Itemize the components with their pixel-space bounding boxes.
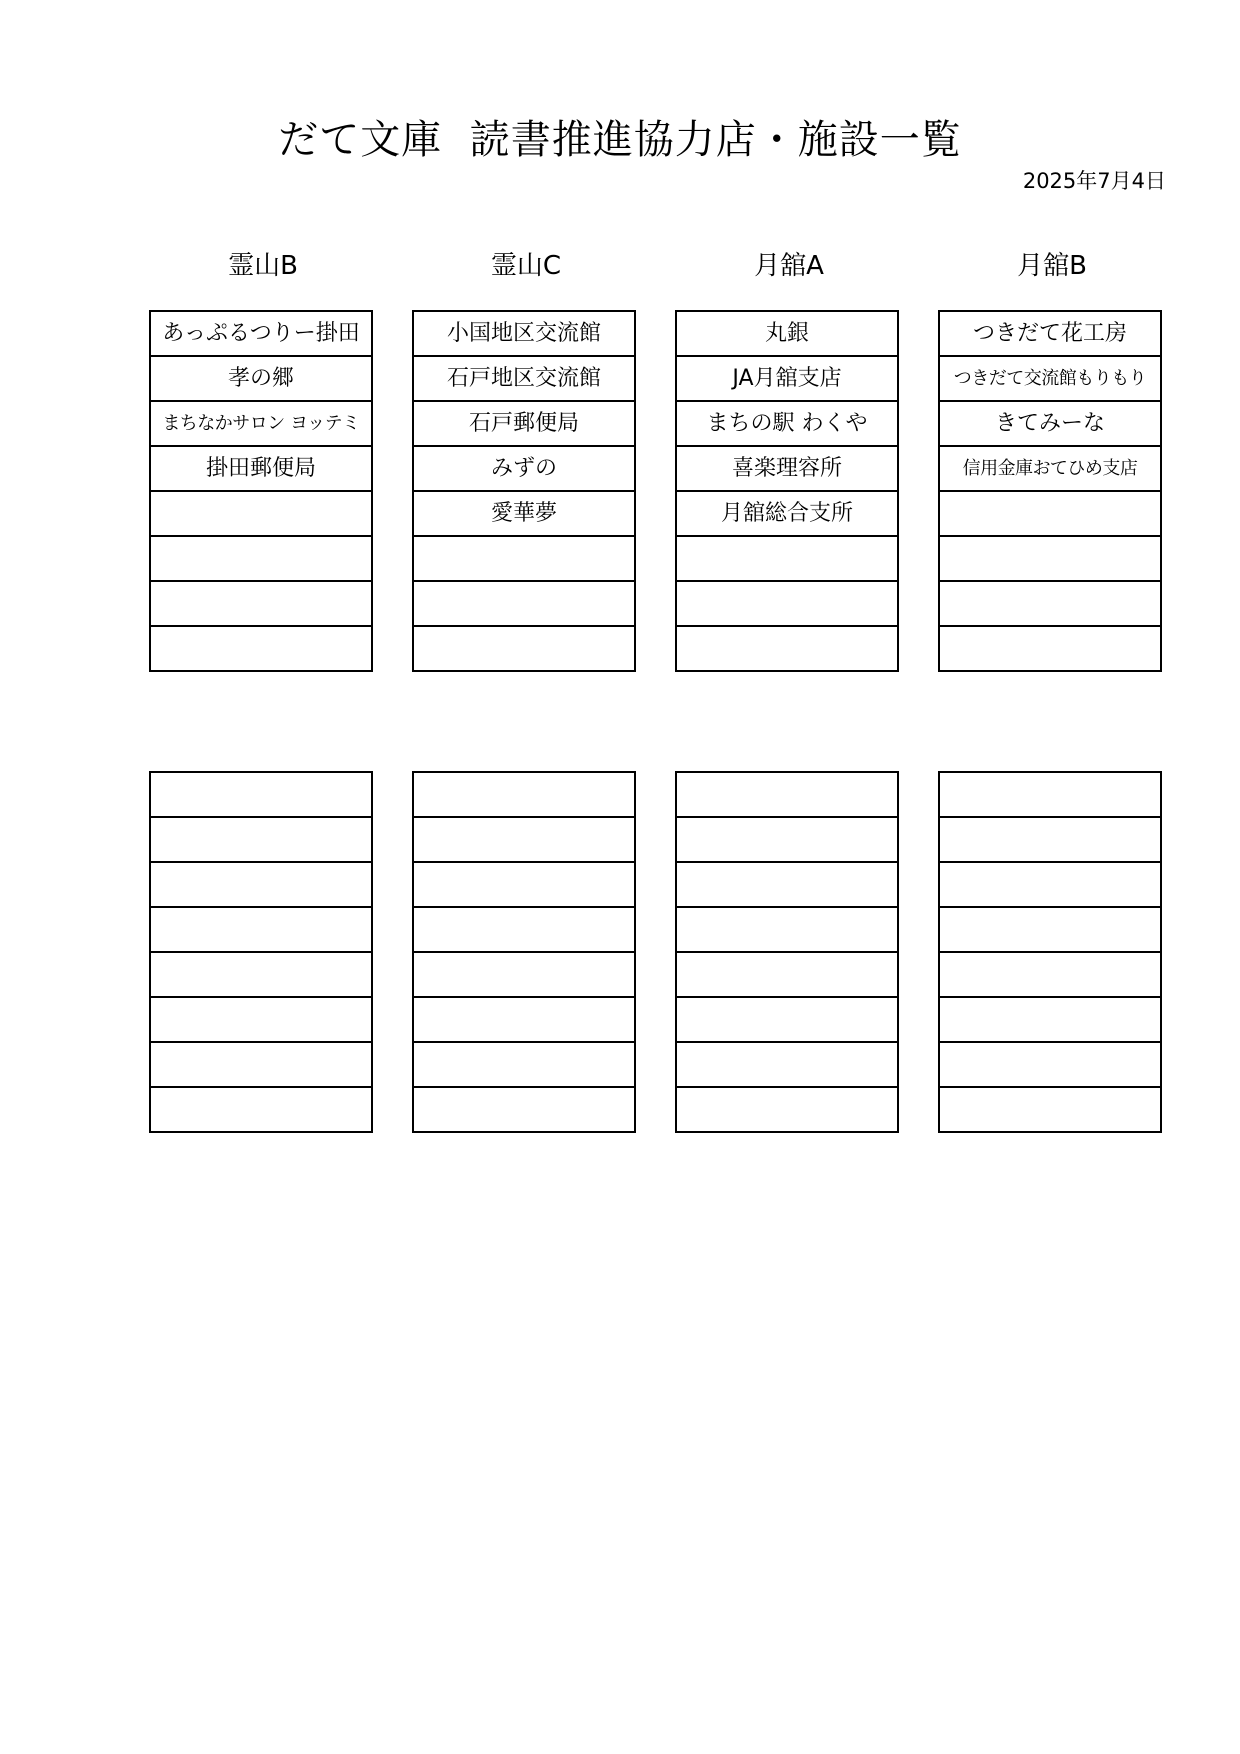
table-row <box>939 862 1161 907</box>
table-row <box>150 772 372 817</box>
table-row <box>676 491 898 536</box>
table-cell <box>150 952 372 997</box>
table-row <box>676 311 898 356</box>
table-cell: つきだて花工房 <box>939 311 1161 356</box>
table-row <box>150 952 372 997</box>
table-cell <box>939 581 1161 626</box>
upper-table-2 <box>412 310 636 672</box>
table-cell: まちの駅 わくや <box>676 401 898 446</box>
table-cell: 孝の郷 <box>150 356 372 401</box>
table-cell <box>676 907 898 952</box>
table-cell: 信用金庫おてひめ支店 <box>939 446 1161 491</box>
table-row <box>150 356 372 401</box>
table-row <box>939 401 1161 446</box>
upper-table-3 <box>675 310 899 672</box>
table-cell <box>413 1042 635 1087</box>
table-row <box>150 907 372 952</box>
table-row <box>939 446 1161 491</box>
group-header-2: 霊山C <box>490 251 562 281</box>
table-row <box>413 772 635 817</box>
table-cell <box>413 581 635 626</box>
table-row <box>413 997 635 1042</box>
table-row <box>413 401 635 446</box>
table-cell <box>150 1042 372 1087</box>
table-cell: みずの <box>413 446 635 491</box>
table-cell <box>150 536 372 581</box>
table-cell <box>939 952 1161 997</box>
table-cell: 小国地区交流館 <box>413 311 635 356</box>
table-cell: まちなかサロン ヨッテミ <box>150 401 372 446</box>
table-row <box>150 626 372 671</box>
table-cell <box>939 536 1161 581</box>
table-cell <box>413 862 635 907</box>
table-row <box>676 536 898 581</box>
table-cell <box>676 1042 898 1087</box>
table-cell <box>150 907 372 952</box>
table-cell <box>676 581 898 626</box>
group-header-1: 霊山B <box>228 251 298 281</box>
group-header-4: 月舘B <box>1017 251 1087 281</box>
table-row <box>413 536 635 581</box>
table-row <box>676 356 898 401</box>
table-cell <box>939 772 1161 817</box>
lower-table-3 <box>675 771 899 1133</box>
table-cell: 喜楽理容所 <box>676 446 898 491</box>
table-row <box>413 626 635 671</box>
table-cell <box>939 1042 1161 1087</box>
table-row <box>939 626 1161 671</box>
table-cell <box>939 907 1161 952</box>
table-row <box>939 1087 1161 1132</box>
table-cell <box>939 1087 1161 1132</box>
table-row <box>150 1087 372 1132</box>
table-row <box>413 907 635 952</box>
table-row <box>676 626 898 671</box>
lower-table-2 <box>412 771 636 1133</box>
table-row <box>676 862 898 907</box>
table-cell: あっぷるつりー掛田 <box>150 311 372 356</box>
table-cell <box>150 862 372 907</box>
lower-table-1 <box>149 771 373 1133</box>
table-row <box>939 536 1161 581</box>
table-cell <box>939 862 1161 907</box>
table-row <box>150 862 372 907</box>
table-row <box>939 952 1161 997</box>
table-cell: 石戸郵便局 <box>413 401 635 446</box>
table-cell <box>676 626 898 671</box>
table-row <box>150 817 372 862</box>
table-cell <box>150 626 372 671</box>
table-row <box>150 581 372 626</box>
table-row <box>413 817 635 862</box>
table-cell <box>676 772 898 817</box>
table-row <box>676 952 898 997</box>
table-cell: 掛田郵便局 <box>150 446 372 491</box>
table-cell: JA月舘支店 <box>676 356 898 401</box>
table-cell <box>413 997 635 1042</box>
table-cell <box>150 581 372 626</box>
table-row <box>413 446 635 491</box>
table-cell: きてみーな <box>939 401 1161 446</box>
document-date: 2025年7月4日 <box>1022 169 1166 193</box>
table-cell: つきだて交流館もりもり <box>939 356 1161 401</box>
table-row <box>413 581 635 626</box>
table-row <box>939 772 1161 817</box>
table-cell <box>676 862 898 907</box>
table-row <box>413 311 635 356</box>
table-cell <box>939 491 1161 536</box>
table-cell <box>413 952 635 997</box>
table-row <box>676 907 898 952</box>
table-row <box>676 446 898 491</box>
table-cell <box>939 997 1161 1042</box>
group-header-3: 月舘A <box>754 251 824 281</box>
table-cell <box>676 817 898 862</box>
table-row <box>939 997 1161 1042</box>
table-row <box>939 356 1161 401</box>
table-row <box>150 311 372 356</box>
table-cell <box>413 907 635 952</box>
table-cell <box>150 491 372 536</box>
lower-table-4 <box>938 771 1162 1133</box>
upper-table-4 <box>938 310 1162 672</box>
table-cell <box>676 1087 898 1132</box>
table-row <box>676 817 898 862</box>
table-cell <box>150 817 372 862</box>
table-cell <box>413 536 635 581</box>
table-row <box>676 997 898 1042</box>
page-title: だて文庫 読書推進協力店・施設一覧 <box>278 117 962 163</box>
table-cell <box>413 626 635 671</box>
table-cell <box>413 817 635 862</box>
table-cell <box>676 536 898 581</box>
table-row <box>939 817 1161 862</box>
table-row <box>939 907 1161 952</box>
table-row <box>150 536 372 581</box>
table-cell <box>939 817 1161 862</box>
table-row <box>939 1042 1161 1087</box>
table-cell: 月舘総合支所 <box>676 491 898 536</box>
table-row <box>676 1042 898 1087</box>
table-cell <box>150 997 372 1042</box>
table-cell: 石戸地区交流館 <box>413 356 635 401</box>
table-row <box>413 1087 635 1132</box>
table-cell <box>413 1087 635 1132</box>
table-row <box>413 862 635 907</box>
table-row <box>676 1087 898 1132</box>
upper-table-1 <box>149 310 373 672</box>
table-row <box>939 581 1161 626</box>
table-row <box>939 311 1161 356</box>
table-row <box>413 1042 635 1087</box>
table-cell <box>676 997 898 1042</box>
table-row <box>939 491 1161 536</box>
table-row <box>413 356 635 401</box>
table-cell: 丸銀 <box>676 311 898 356</box>
table-cell <box>150 772 372 817</box>
table-cell <box>150 1087 372 1132</box>
table-row <box>413 491 635 536</box>
table-row <box>150 997 372 1042</box>
table-cell <box>676 952 898 997</box>
table-row <box>150 491 372 536</box>
table-cell <box>413 772 635 817</box>
table-row <box>413 952 635 997</box>
table-row <box>150 401 372 446</box>
table-row <box>150 446 372 491</box>
table-row <box>676 581 898 626</box>
table-row <box>676 401 898 446</box>
table-row <box>150 1042 372 1087</box>
table-cell: 愛華夢 <box>413 491 635 536</box>
table-cell <box>939 626 1161 671</box>
table-row <box>676 772 898 817</box>
